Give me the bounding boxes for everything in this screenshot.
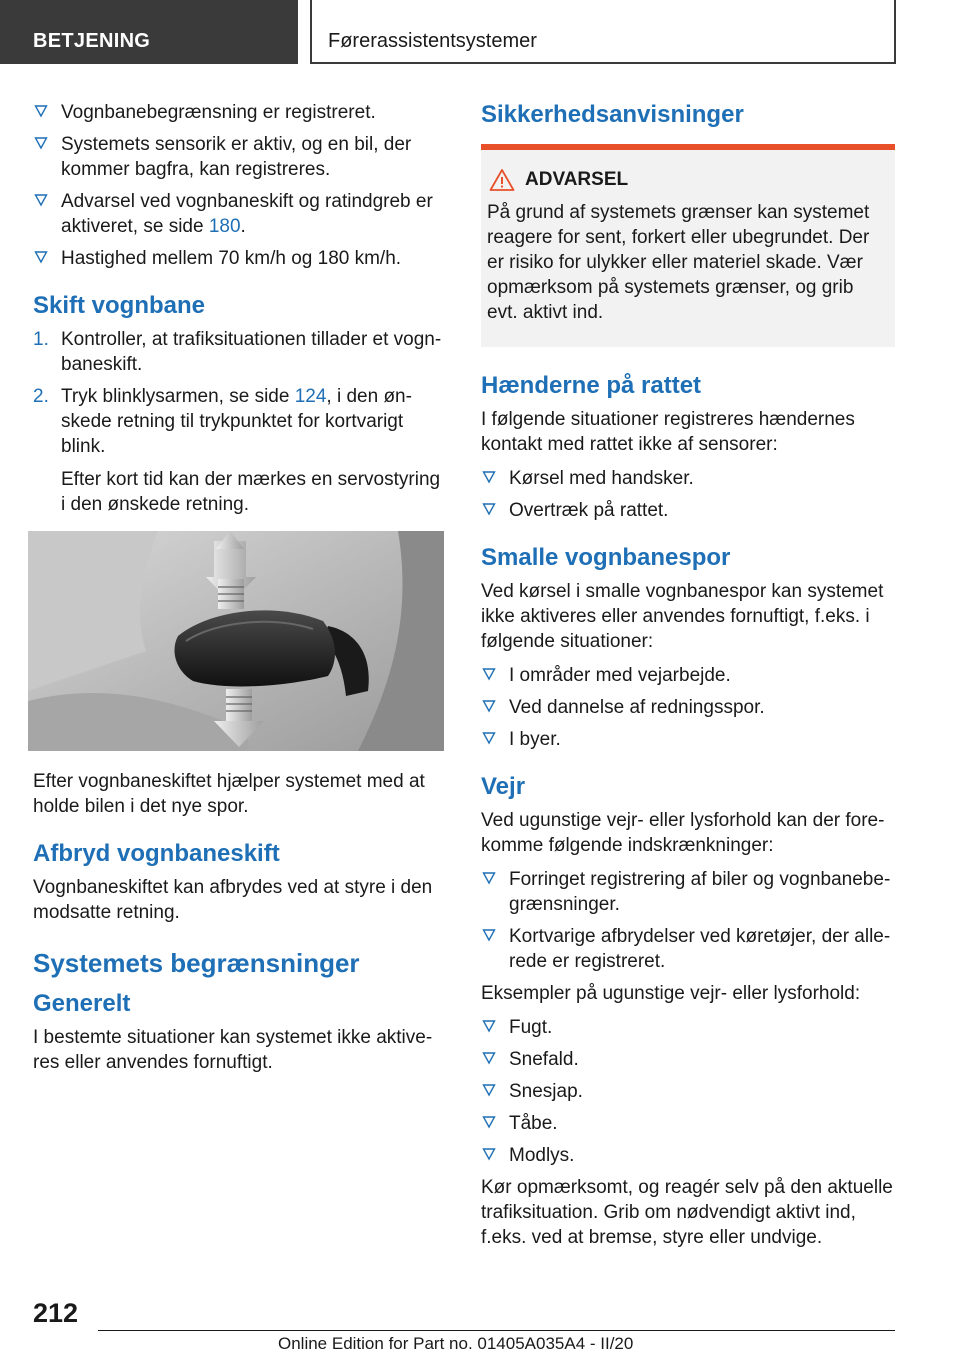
triangle-bullet-icon	[34, 193, 48, 207]
list-item: Overtræk på rattet.	[481, 498, 895, 523]
paragraph: Efter vognbaneskiftet hjælper systemet med at holde bilen i det nye spor.	[33, 771, 425, 817]
section-heading: Hænderne på rattet	[481, 372, 702, 399]
list-item: Fugt.	[481, 1015, 895, 1040]
left-column	[33, 100, 445, 1084]
section-tab: BETJENING	[0, 0, 298, 64]
triangle-bullet-icon	[482, 1019, 496, 1033]
numbered-step: 1. Kontroller, at trafiksituationen tillader et vognbaneskift.	[33, 329, 442, 375]
right-column	[481, 100, 895, 1259]
warning-box	[481, 144, 895, 347]
triangle-bullet-icon	[482, 699, 496, 713]
paragraph: Ved ugunstige vejr- eller lysforhold kan der forekomme følgende indskrænkninger:	[481, 810, 885, 856]
list-item: Forringet registrering af biler og vognbanebegrænsninger.	[481, 867, 895, 917]
paragraph: Vognbaneskiftet kan afbrydes ved at styre i den modsatte retning.	[33, 877, 433, 923]
list-item: Systemets sensorik er aktiv, og en bil, der kommer bagfra, kan registreres.	[33, 132, 445, 182]
triangle-bullet-icon	[482, 667, 496, 681]
edition-text: Online Edition for Part no. 01405A035A4 - II/20	[278, 1334, 634, 1353]
numbered-step: 2. Tryk blinklysarmen, se side 124, i den ønskede retning til trykpunktet for kortvarigt blink.	[33, 386, 412, 457]
list-item: I områder med vejarbejde.	[481, 663, 895, 688]
triangle-bullet-icon	[482, 928, 496, 942]
triangle-bullet-icon	[34, 104, 48, 118]
page-header	[0, 0, 960, 64]
triangle-bullet-icon	[482, 1051, 496, 1065]
list-item: Ved dannelse af redningsspor.	[481, 695, 895, 720]
list-item: Kørsel med handsker.	[481, 466, 895, 491]
triangle-bullet-icon	[482, 470, 496, 484]
warning-title: ADVARSEL	[487, 168, 887, 192]
list-item: Tåbe.	[481, 1111, 895, 1136]
warning-text: På grund af systemets grænser kan systemet reagere for sent, forkert eller ubegrundet. Der er risiko for ulykker eller materiel skade. Vær opmærksom på systemets grænser, og grib evt. aktivt ind.	[487, 202, 870, 323]
paragraph: I bestemte situationer kan systemet ikke aktiveres eller anvendes fornuftigt.	[33, 1027, 433, 1073]
list-item: Snefald.	[481, 1047, 895, 1072]
triangle-bullet-icon	[482, 1147, 496, 1161]
page-number: 212	[33, 1298, 79, 1328]
page-link[interactable]: 180	[208, 216, 241, 237]
list-item: Snesjap.	[481, 1079, 895, 1104]
list-item: Modlys.	[481, 1143, 895, 1168]
triangle-bullet-icon	[482, 1115, 496, 1129]
paragraph: Kør opmærksomt, og reagér selv på den aktuelle trafiksituation. Grib om nødvendigt aktivt ind, f.eks. ved at bremse, styre eller undvige.	[481, 1177, 893, 1248]
section-heading: Vejr	[481, 773, 526, 800]
page-link[interactable]: 124	[294, 386, 327, 407]
section-heading: Smalle vognbanespor	[481, 544, 731, 571]
list-item: Vognbanebegrænsning er registreret.	[33, 100, 445, 125]
triangle-bullet-icon	[482, 502, 496, 516]
triangle-bullet-icon	[34, 136, 48, 150]
section-heading: Sikkerhedsanvisninger	[481, 101, 744, 128]
list-item: Kortvarige afbrydelser ved køretøjer, der allerede er registreret.	[481, 924, 895, 974]
section-heading: Generelt	[33, 990, 131, 1017]
list-item: I byer.	[481, 727, 895, 752]
footer-divider	[98, 1330, 895, 1331]
list-item: Hastighed mellem 70 km/h og 180 km/h.	[33, 246, 445, 271]
chapter-heading: Systemets begrænsninger	[33, 948, 360, 978]
paragraph: Ved kørsel i smalle vognbanespor kan systemet ikke aktiveres eller anvendes fornuftigt, f.eks. i følgende situationer:	[481, 581, 884, 652]
list-item: Advarsel ved vognbaneskift og ratindgreb er aktiveret, se side 180.	[33, 189, 445, 239]
section-heading: Skift vognbane	[33, 292, 206, 319]
triangle-bullet-icon	[34, 250, 48, 264]
paragraph: I følgende situationer registreres hændernes kontakt med rattet ikke af sensorer:	[481, 409, 855, 455]
triangle-bullet-icon	[482, 731, 496, 745]
paragraph: Eksempler på ugunstige vejr- eller lysforhold:	[481, 983, 861, 1004]
triangle-bullet-icon	[482, 871, 496, 885]
step-note: Efter kort tid kan der mærkes en servostyring i den ønskede retning.	[61, 469, 441, 515]
section-heading: Afbryd vognbaneskift	[33, 840, 280, 867]
turn-signal-lever-photo	[28, 531, 444, 751]
triangle-bullet-icon	[482, 1083, 496, 1097]
warning-triangle-icon	[489, 168, 515, 192]
chapter-title: Førerassistentsystemer	[310, 0, 896, 64]
